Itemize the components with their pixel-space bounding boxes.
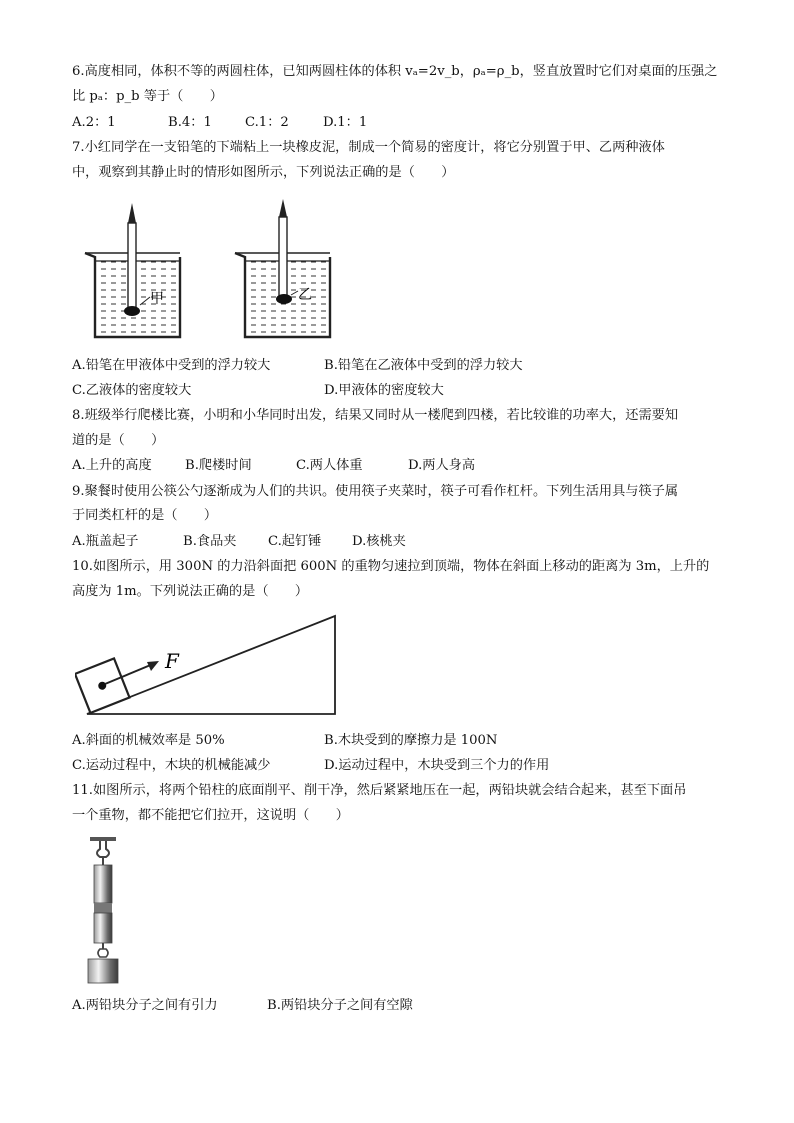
q10-incline-figure xyxy=(75,612,345,722)
q11-stem-line1: 11.如图所示，将两个铅柱的底面削平、削干净，然后紧紧地压在一起，两铅块就会结合起来，甚至下面吊 xyxy=(72,783,687,798)
q6-option-b: B.4：1 xyxy=(168,115,212,130)
q9-option-b: B.食品夹 xyxy=(183,534,237,549)
q9-option-c: C.起钉锤 xyxy=(268,534,322,549)
q7-option-d: D.甲液体的密度较大 xyxy=(324,383,444,398)
q6-stem-line1: 6.高度相同，体积不等的两圆柱体，已知两圆柱体的体积 vₐ=2v_b，ρₐ=ρ_b，竖直放置时它们对桌面的压强之 xyxy=(72,64,718,79)
q9-stem-line2: 于同类杠杆的是（ ） xyxy=(72,508,218,523)
q8-option-d: D.两人身高 xyxy=(408,458,476,473)
q11-lead-cylinders-figure xyxy=(78,835,128,985)
q10-stem-line1: 10.如图所示，用 300N 的力沿斜面把 600N 的重物匀速拉到顶端，物体在斜面上移动的距离为 3m，上升的 xyxy=(72,559,710,574)
q10-stem-line2: 高度为 1m。下列说法正确的是（ ） xyxy=(72,584,309,599)
hook-bottom xyxy=(98,943,108,957)
q10-option-d: D.运动过程中，木块受到三个力的作用 xyxy=(324,758,550,773)
label-jia: 甲 xyxy=(150,291,164,307)
q9-stem-line1: 9.聚餐时使用公筷公勺逐渐成为人们的共识。使用筷子夹菜时，筷子可看作杠杆。下列生活用具与筷子属 xyxy=(72,484,679,499)
cylinder-join xyxy=(94,903,112,913)
q6-option-d: D.1：1 xyxy=(323,115,368,130)
q7-option-b: B.铅笔在乙液体中受到的浮力较大 xyxy=(324,358,523,373)
q10-option-c: C.运动过程中，木块的机械能减少 xyxy=(72,758,271,773)
q7-stem-line1: 7.小红同学在一支铅笔的下端粘上一块橡皮泥，制成一个简易的密度计，将它分别置于甲、乙两种液体 xyxy=(72,140,665,155)
q10-option-a: A.斜面的机械效率是 50% xyxy=(72,733,225,748)
force-label: F xyxy=(165,649,179,673)
q8-option-c: C.两人体重 xyxy=(296,458,363,473)
q8-option-b: B.爬楼时间 xyxy=(185,458,252,473)
q8-stem-line2: 道的是（ ） xyxy=(72,433,165,448)
q7-beakers-figure xyxy=(80,195,355,345)
q9-option-d: D.核桃夹 xyxy=(352,534,406,549)
q7-option-c: C.乙液体的密度较大 xyxy=(72,383,192,398)
beaker-jia xyxy=(85,203,180,337)
q10-option-b: B.木块受到的摩擦力是 100N xyxy=(324,733,498,748)
q6-stem-line2: 比 pₐ：p_b 等于（ ） xyxy=(72,89,223,104)
q8-stem-line1: 8.班级举行爬楼比赛，小明和小华同时出发，结果又同时从一楼爬到四楼，若比较谁的功率大，还需要知 xyxy=(72,408,679,423)
q7-stem-line2: 中，观察到其静止时的情形如图所示，下列说法正确的是（ ） xyxy=(72,165,455,180)
q11-option-b: B.两铅块分子之间有空隙 xyxy=(267,998,413,1013)
lead-cylinder-upper xyxy=(94,865,112,903)
lead-cylinder-lower xyxy=(94,913,112,943)
q11-stem-line2: 一个重物，都不能把它们拉开，这说明（ ） xyxy=(72,808,349,823)
hook-top xyxy=(90,837,116,865)
q6-option-c: C.1：2 xyxy=(245,115,289,130)
q11-option-a: A.两铅块分子之间有引力 xyxy=(72,998,218,1013)
beaker-yi xyxy=(235,199,330,337)
label-yi: 乙 xyxy=(298,287,312,303)
q6-option-a: A.2：1 xyxy=(72,115,116,130)
hanging-weight xyxy=(88,959,118,983)
q7-option-a: A.铅笔在甲液体中受到的浮力较大 xyxy=(72,358,271,373)
q9-option-a: A.瓶盖起子 xyxy=(72,534,139,549)
q8-option-a: A.上升的高度 xyxy=(72,458,152,473)
